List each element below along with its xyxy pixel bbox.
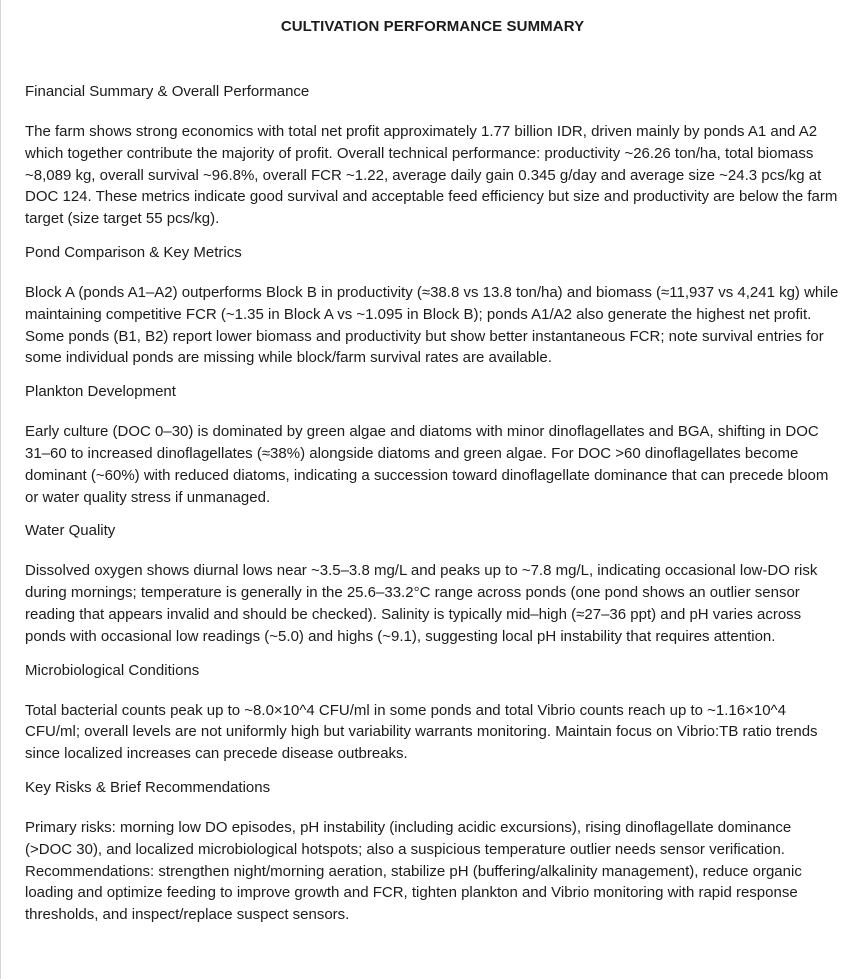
section-financial-summary [25,82,840,230]
section-heading: Microbiological Conditions [25,661,200,679]
page-left-border [0,0,1,979]
section-body: Primary risks: morning low DO episodes, pH instability (including acidic excursions), rising dinoflagellate dominance (>DOC 30), and localized microbiological hotspots; also a suspicious temperature outlier needs sensor verification. Recommendations: strengthen night/morning aeration, stabilize pH (buffering/alkalinity management), reduce organic loading and optimize feeding to improve growth and FCR, tighten plankton and Vibrio monitoring with rapid response thresholds, and inspect/replace suspect sensors. [25,818,802,924]
section-heading: Water Quality [25,522,116,540]
document-title: CULTIVATION PERFORMANCE SUMMARY [280,18,585,35]
section-key-risks [25,778,840,926]
section-body: Block A (ponds A1–A2) outperforms Block B in productivity (≈38.8 vs 13.8 ton/ha) and biomass (≈11,937 vs 4,241 kg) while maintaining competitive FCR (~1.35 in Block A vs ~1.095 in Block B); ponds A1/A2 also generate the highest net profit. Some ponds (B1, B2) report lower biomass and productivity but show better instantaneous FCR; note survival entries for some individual ponds are missing while block/farm survival rates are available. [25,283,839,367]
section-heading: Key Risks & Brief Recommendations [25,778,271,796]
section-plankton-development [25,382,840,508]
section-body: Early culture (DOC 0–30) is dominated by green algae and diatoms with minor dinoflagellates and BGA, shifting in DOC 31–60 to increased dinoflagellates (≈38%) alongside diatoms and green algae. For DOC >60 dinoflagellates become dominant (~60%) with reduced diatoms, indicating a succession toward dinoflagellate dominance that can precede bloom or water quality stress if unmanaged. [25,423,829,506]
section-heading: Financial Summary & Overall Performance [25,83,310,100]
section-heading: Pond Comparison & Key Metrics [25,243,242,261]
section-microbiological-conditions [25,661,840,765]
section-heading: Plankton Development [25,383,176,401]
section-body: Dissolved oxygen shows diurnal lows near ~3.5–3.8 mg/L and peaks up to ~7.8 mg/L, indicating occasional low-DO risk during mornings; temperature is generally in the 25.6–33.2°C range across ponds (one pond shows an outlier sensor reading that appears invalid and should be checked). Salinity is typically mid–high (≈27–36 ppt) and pH varies across ponds with occasional low readings (~5.0) and highs (~9.1), suggesting local pH instability that requires attention. [25,562,818,645]
section-body: The farm shows strong economics with total net profit approximately 1.77 billion IDR, driven mainly by ponds A1 and A2 which together contribute the majority of profit. Overall technical performance: productivity ~26.26 ton/ha, total biomass ~8,089 kg, overall survival ~96.8%, overall FCR ~1.22, average daily gain 0.345 g/day and average size ~24.3 pcs/kg at DOC 124. These metrics indicate good survival and acceptable feed efficiency but size and productivity are below the farm target (size target 55 pcs/kg). [25,123,838,228]
section-water-quality [25,521,840,647]
section-pond-comparison [25,243,840,369]
section-body: Total bacterial counts peak up to ~8.0×10^4 CFU/ml in some ponds and total Vibrio counts reach up to ~1.16×10^4 CFU/ml; overall levels are not uniformly high but variability warrants monitoring. Maintain focus on Vibrio:TB ratio trends since localized increases can precede disease outbreaks. [25,701,818,763]
